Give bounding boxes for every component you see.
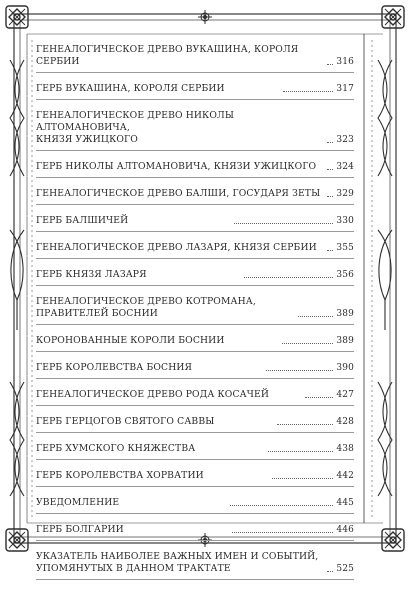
leader-dots (232, 532, 333, 533)
toc-entry-page-number: 389 (336, 309, 354, 319)
toc-entry (36, 188, 354, 205)
toc-entry-title (36, 524, 229, 536)
toc-entry-page-number: 330 (336, 216, 354, 226)
toc-entry-title-line: УВЕДОМЛЕНИЕ (36, 497, 120, 508)
toc-entry (36, 362, 354, 379)
leader-dots (283, 91, 334, 92)
leader-dots (230, 505, 334, 506)
toc-entry-title-line: КНЯЗЯ УЖИЦКОГО (36, 134, 138, 145)
toc-entry (36, 524, 354, 541)
toc-entry-title-line: ГЕРБ БОЛГАРИИ (36, 524, 124, 535)
toc-entry-title (36, 110, 324, 146)
leader-dots (234, 223, 333, 224)
toc-entry-title-line: ГЕРБ КОРОЛЕВСТВА ХОРВАТИИ (36, 470, 204, 481)
toc-entry (36, 470, 354, 487)
toc-entry-title-line: ГЕРБ БАЛШИЧЕЙ (36, 215, 129, 226)
leader-dots (327, 571, 333, 572)
toc-entry-title (36, 335, 279, 347)
toc-entry-title (36, 242, 324, 254)
toc-entry-page-number: 316 (336, 57, 354, 67)
toc-entry-page-number: 390 (336, 363, 355, 373)
toc-entry-page-number: 356 (336, 270, 355, 280)
toc-entry-title (36, 83, 280, 95)
leader-dots (327, 64, 333, 65)
toc-entry-title (36, 443, 265, 455)
toc-entry (36, 296, 354, 325)
toc-entry-title (36, 470, 269, 482)
toc-entry-page-number: 525 (336, 564, 354, 574)
toc-entry (36, 161, 354, 178)
toc-entry-page-number: 445 (336, 498, 354, 508)
toc-entry-page-number: 323 (336, 135, 354, 145)
table-of-contents (36, 44, 354, 590)
toc-entry-title-line: ГЕРБ ХУМСКОГО КНЯЖЕСТВА (36, 443, 196, 454)
toc-entry-title-line: ГЕРБ КОРОЛЕВСТВА БОСНИЯ (36, 362, 193, 373)
toc-entry (36, 551, 354, 580)
toc-entry (36, 443, 354, 460)
toc-entry-title-line: УКАЗАТЕЛЬ НАИБОЛЕЕ ВАЖНЫХ ИМЕН И СОБЫТИЙ, (36, 551, 319, 562)
toc-entry-title-line: ГЕНЕАЛОГИЧЕСКОЕ ДРЕВО КОТРОМАНА, (36, 296, 256, 307)
toc-entry-page-number: 427 (336, 390, 354, 400)
toc-entry-title (36, 269, 241, 281)
toc-entry-title-line: ПРАВИТЕЛЕЙ БОСНИИ (36, 308, 158, 319)
leader-dots (327, 250, 333, 251)
toc-entry-title (36, 389, 302, 401)
leader-dots (272, 478, 333, 479)
toc-entry (36, 242, 354, 259)
leader-dots (282, 343, 333, 344)
toc-entry-title (36, 362, 263, 374)
toc-entry-page-number: 389 (336, 336, 354, 346)
side-ornament-icon (10, 60, 24, 496)
toc-entry-page-number: 446 (336, 525, 354, 535)
toc-entry-page-number: 329 (336, 189, 354, 199)
corner-knot-icon (6, 6, 28, 28)
corner-knot-icon (382, 6, 404, 28)
toc-entry-title-line: ГЕНЕАЛОГИЧЕСКОЕ ДРЕВО НИКОЛЫ АЛТОМАНОВИЧА, (36, 110, 235, 133)
toc-entry-page-number: 324 (336, 162, 354, 172)
toc-entry (36, 110, 354, 151)
toc-entry-page-number: 442 (336, 471, 355, 481)
toc-entry (36, 83, 354, 100)
toc-entry (36, 497, 354, 514)
toc-entry (36, 389, 354, 406)
toc-entry-title (36, 44, 324, 68)
toc-entry-title (36, 296, 295, 320)
toc-entry-title-line: ГЕРБ НИКОЛЫ АЛТОМАНОВИЧА, КНЯЗИ УЖИЦКОГО (36, 161, 317, 172)
toc-entry-page-number: 438 (336, 444, 354, 454)
toc-entry-title (36, 497, 227, 509)
toc-entry-title-line: ГЕРБ ГЕРЦОГОВ СВЯТОГО САВВЫ (36, 416, 215, 427)
toc-entry (36, 269, 354, 286)
toc-entry-title-line: ГЕНЕАЛОГИЧЕСКОЕ ДРЕВО ЛАЗАРЯ, КНЯЗЯ СЕРБИИ (36, 242, 317, 253)
leader-dots (327, 169, 333, 170)
toc-entry-page-number: 317 (336, 84, 354, 94)
toc-entry (36, 416, 354, 433)
toc-entry-title-line: КОРОНОВАННЫЕ КОРОЛИ БОСНИИ (36, 335, 225, 346)
leader-dots (277, 424, 333, 425)
toc-entry-title (36, 551, 324, 575)
toc-entry-page-number: 428 (336, 417, 355, 427)
toc-entry-title-line: ГЕНЕАЛОГИЧЕСКОЕ ДРЕВО РОДА КОСАЧЕЙ (36, 389, 270, 400)
toc-entry (36, 215, 354, 232)
toc-entry-page-number: 355 (336, 243, 354, 253)
toc-entry (36, 335, 354, 352)
toc-entry-title (36, 188, 324, 200)
toc-entry-title-line: ГЕРБ КНЯЗЯ ЛАЗАРЯ (36, 269, 147, 280)
leader-dots (298, 316, 333, 317)
toc-entry-title (36, 161, 324, 173)
toc-entry (36, 44, 354, 73)
leader-dots (266, 370, 333, 371)
toc-entry-title-line: ГЕРБ ВУКАШИНА, КОРОЛЯ СЕРБИИ (36, 83, 225, 94)
leader-dots (305, 397, 334, 398)
corner-knot-icon (6, 529, 28, 551)
toc-entry-title-line: ГЕНЕАЛОГИЧЕСКОЕ ДРЕВО ВУКАШИНА, КОРОЛЯ СЕРБИИ (36, 44, 299, 67)
leader-dots (244, 277, 334, 278)
toc-entry-title (36, 416, 274, 428)
leader-dots (327, 142, 333, 143)
toc-entry-title (36, 215, 231, 227)
corner-knot-icon (382, 529, 404, 551)
rosette-icon (198, 10, 212, 24)
leader-dots (268, 451, 334, 452)
leader-dots (327, 196, 333, 197)
toc-entry-title-line: ГЕНЕАЛОГИЧЕСКОЕ ДРЕВО БАЛШИ, ГОСУДАРЯ ЗЕТЫ (36, 188, 321, 199)
toc-entry-title-line: УПОМЯНУТЫХ В ДАННОМ ТРАКТАТЕ (36, 563, 231, 574)
